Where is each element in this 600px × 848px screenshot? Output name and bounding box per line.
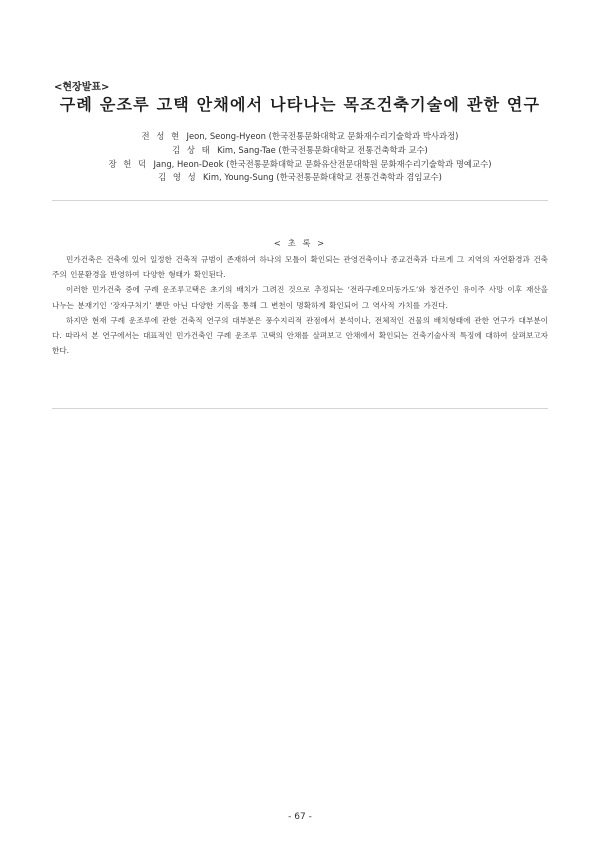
- author-name-en: Jeon, Seong-Hyeon: [186, 131, 266, 141]
- author-list: [0, 130, 600, 185]
- author-name-ko: 김 영 성: [158, 172, 198, 183]
- author-affiliation: (한국전통문화대학교 전통건축학과 겸임교수): [276, 172, 442, 183]
- abstract-paragraph: 이러한 민가건축 중에 구례 운조루고택은 초기의 배치가 그려진 것으로 추정되는 ‘전라구례오미동가도’와 창건주인 유이주 사망 이후 재산을 나누는 분재기인 ‘장자구처기’ 뿐만 아닌 다양한 기록을 통해 그 변천이 명확하게 확인되어 그 역사적 가치를 가진다.: [52, 285, 548, 310]
- author-name-ko: 전 성 현: [141, 131, 182, 141]
- author-line: [0, 144, 600, 158]
- paper-title: 구례 운조루 고택 안채에서 나타나는 목조건축기술에 관한 연구: [59, 95, 541, 114]
- author-name-en: Kim, Sang-Tae: [217, 144, 276, 155]
- author-line: [0, 158, 600, 172]
- author-line: [0, 130, 600, 144]
- divider-bottom: [52, 408, 548, 409]
- author-line: [0, 171, 600, 185]
- abstract-heading: < 초 록 >: [273, 238, 327, 248]
- section-label: <현장발표>: [54, 82, 110, 93]
- author-name-en: Jang, Heon-Deok: [153, 158, 224, 169]
- abstract-paragraph: 하지만 현재 구례 운조루에 관한 건축적 연구의 대부분은 풍수지리적 관점에서 분석이나, 전체적인 건물의 배치형태에 관한 연구가 대부분이다. 따라서 본 연구에서는 대표적인 민가건축인 구례 운조루 고택의 안채를 살펴보고 안채에서 확인되는 건축기술사적 특징에 대하여 살펴보고자 한다.: [52, 315, 548, 356]
- divider-top: [52, 200, 548, 201]
- author-affiliation: (한국전통문화대학교 전통건축학과 교수): [278, 144, 428, 155]
- author-name-ko: 김 상 태: [172, 144, 212, 155]
- author-affiliation: (한국전통문화대학교 문화재수리기술학과 박사과정): [268, 131, 459, 141]
- author-affiliation: (한국전통문화대학교 문화유산전문대학원 문화재수리기술학과 명예교수): [226, 158, 492, 169]
- abstract-paragraph: 민가건축은 건축에 있어 일정한 건축적 규범이 존재하여 하나의 모틀이 확인되는 관영건축이나 종교건축과 다르게 그 지역의 자연환경과 건축주의 인문환경을 반영하여 다양한 형태가 확인된다.: [52, 255, 548, 280]
- page-number: - 67 -: [288, 812, 312, 822]
- author-name-en: Kim, Young-Sung: [203, 172, 274, 183]
- author-name-ko: 장 헌 덕: [108, 158, 149, 169]
- abstract-body: [52, 252, 548, 358]
